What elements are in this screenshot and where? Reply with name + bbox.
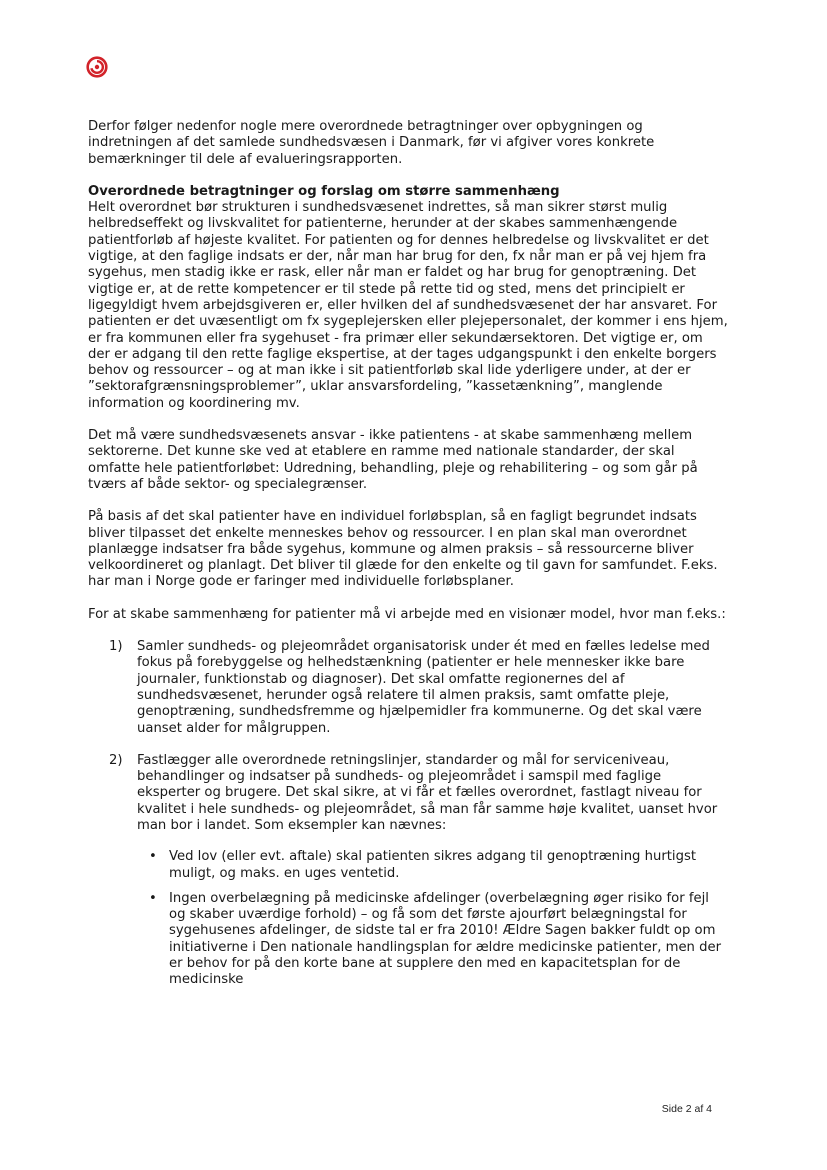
spiral-logo-icon — [86, 56, 108, 78]
list-number: 2) — [109, 752, 123, 768]
list-number: 1) — [109, 639, 123, 655]
bullet-list — [137, 849, 728, 988]
body-paragraph: For at skabe sammenhæng for patienter må vi arbejde med en visionær model, hvor man f.eks.: — [88, 606, 726, 622]
body-paragraph: På basis af det skal patienter have en individuel forløbsplan, så en fagligt begrundet indsats bliver tilpasset det enkelte menneskes behov og ressourcer. I en plan skal man overordnet planlægge indsatser fra både sygehus, kommune og almen praksis – så ressourcerne bliver velkoordineret og planlagt. Det bliver til glæde for den enkelte og til gavn for samfundet. F.eks. har man i Norge gode er faringer med individuelle forløbsplaner. — [88, 509, 718, 590]
list-item-text: Samler sundheds- og plejeområdet organisatorisk under ét med en fælles ledelse med fokus på forebyggelse og helhedstænkning (patienter er hele mennesker ikke bare journaler, funktionstab og diagnoser). Det skal omfatte regionernes del af sundhedsvæsenet, herunder også relatere til almen praksis, samt omfatte pleje, genoptræning, sundhedsfremme og hjælpemidler fra kommunerne. Og det skal være uanset alder for målgruppen. — [137, 639, 710, 736]
list-item-text: Fastlægger alle overordnede retningslinjer, standarder og mål for serviceniveau, behandlinger og indsatser på sundheds- og plejeområdet i samspil med faglige eksperter og brugere. Det skal sikre, at vi får et fælles overordnet, fastlagt niveau for kvalitet i hele sundheds- og plejeområdet, så man får samme høje kvalitet, uanset hvor man bor i landet. Som eksempler kan nævnes: — [137, 752, 718, 833]
list-item — [88, 753, 728, 989]
page-number: Side 2 af 4 — [661, 1103, 712, 1115]
body-paragraph: Det må være sundhedsvæsenets ansvar - ikke patientens - at skabe sammenhæng mellem sektorerne. Det kunne ske ved at etablere en ramme med nationale standarder, der skal omfatte hele patientforløbet: Udredning, behandling, pleje og rehabilitering – og som går på tværs af både sektor- og specialegrænser. — [88, 428, 698, 492]
intro-paragraph: Derfor følger nedenfor nogle mere overordnede betragtninger over opbygningen og indretningen af det samlede sundhedsvæsen i Danmark, før vi afgiver vores konkrete bemærkninger til dele af evalueringsrapporten. — [88, 119, 655, 167]
numbered-list — [88, 639, 728, 989]
section — [88, 184, 728, 412]
bullet-item: • Ved lov (eller evt. aftale) skal patienten sikres adgang til genoptræning hurtigst muligt, og maks. en uges ventetid. — [137, 849, 728, 882]
section-heading: Overordnede betragtninger og forslag om større sammenhæng — [88, 183, 560, 199]
document-body — [88, 119, 728, 1005]
bullet-item: • Ingen overbelægning på medicinske afdelinger (overbelægning øger risiko for fejl og skaber uværdige forhold) – og få som det første ajourført belægningstal for sygehusenes afdelinger, de sidste tal er fra 2010! Ældre Sagen bakker fuldt op om initiativerne i Den nationale handlingsplan for ældre medicinske patienter, men der er behov for på den korte bane at supplere den med en kapacitetsplan for de medicinske — [137, 891, 728, 989]
list-item — [88, 639, 728, 737]
body-paragraph: Helt overordnet bør strukturen i sundhedsvæsenet indrettes, så man sikrer størst mulig helbredseffekt og livskvalitet for patienterne, herunder at der skabes sammenhængende patientforløb af højeste kvalitet. For patienten og for dennes helbredelse og livskvalitet er det vigtige, at den faglige indsats er der, når man har brug for den, fx når man er på vej hjem fra sygehus, men stadig ikke er rask, eller når man er faldet og har brug for genoptræning. Det vigtige er, at de rette kompetencer er til stede på rette tid og sted, mens det principielt er ligegyldigt hvem arbejdsgiveren er, eller hvilken del af sundhedsvæsenet der har ansvaret. For patienten er det uvæsentligt om fx sygeplejersken eller plejepersonalet, der kommer i ens hjem, er fra kommunen eller fra sygehuset - fra primær eller sekundærsektoren. Det vigtige er, om der er adgang til den rette faglige ekspertise, at der tages udgangspunkt i den enkelte borgers behov og ressourcer – og at man ikke i sit patientforløb skal lide yderligere under, at der er ”sektorafgrænsningsproblemer”, uklar ansvarsfordeling, ”kassetænkning”, manglende information og koordinering mv. — [88, 200, 728, 411]
